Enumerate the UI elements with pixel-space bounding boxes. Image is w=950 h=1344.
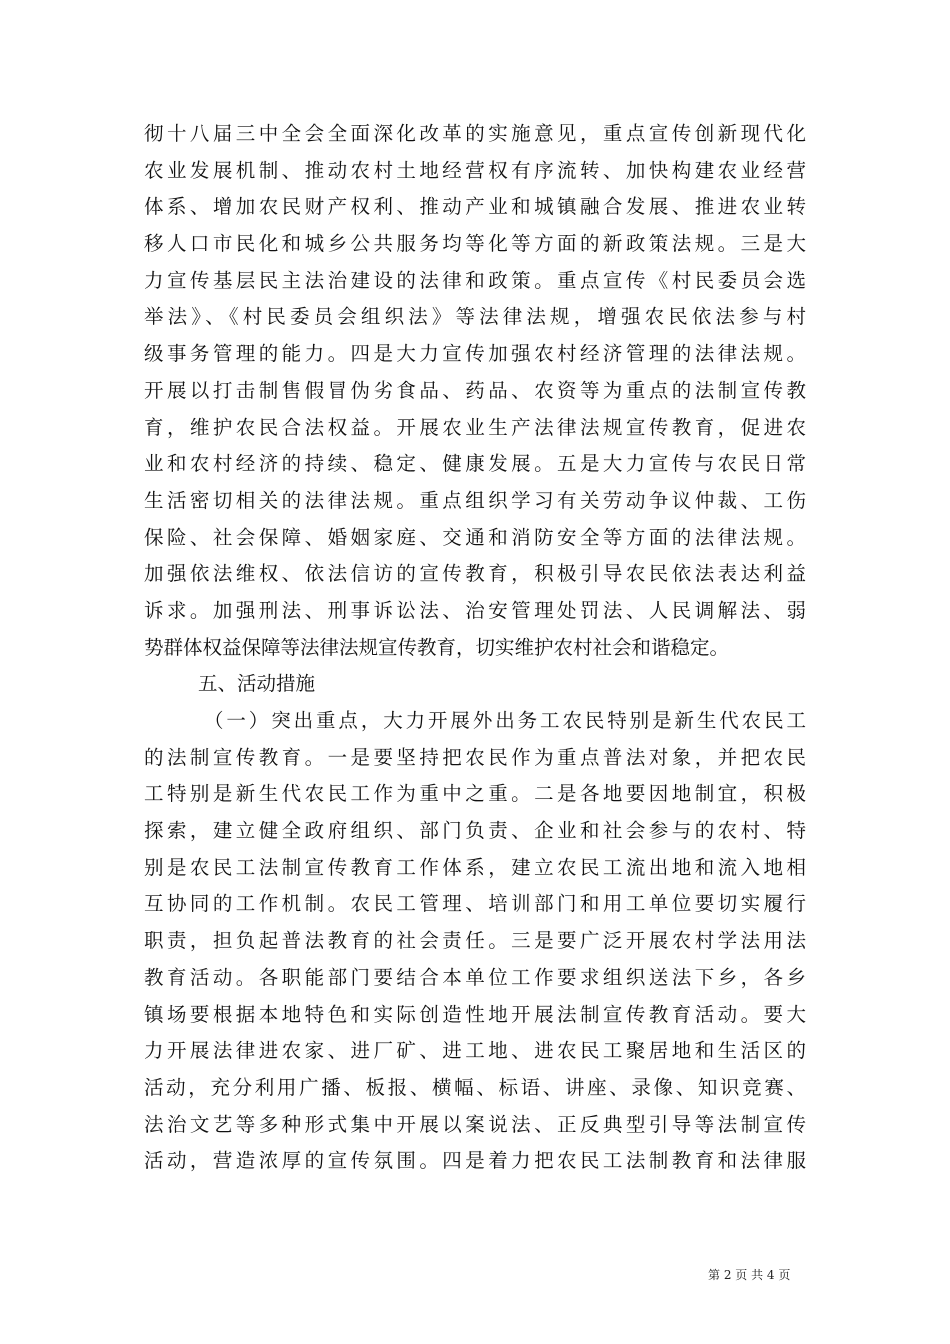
text-line: 诉求。加强刑法、刑事诉讼法、治安管理处罚法、人民调解法、弱 [144, 598, 806, 622]
text-line: 彻十八届三中全会全面深化改革的实施意见，重点宣传创新现代化 [144, 122, 806, 145]
text-line: 力开展法律进农家、进厂矿、进工地、进农民工聚居地和生活区的 [144, 1039, 806, 1063]
text-line: 农业发展机制、推动农村土地经营权有序流转、加快构建农业经营 [144, 158, 806, 182]
text-line: 活动，充分利用广播、板报、横幅、标语、讲座、录像、知识竞赛、 [144, 1075, 806, 1099]
text-line: 法治文艺等多种形式集中开展以案说法、正反典型引导等法制宣传 [144, 1112, 806, 1136]
text-line: 体系、增加农民财产权利、推动产业和城镇融合发展、推进农业转 [144, 195, 806, 219]
text-line: 育，维护农民合法权益。开展农业生产法律法规宣传教育，促进农 [144, 415, 806, 439]
text-line: 探索，建立健全政府组织、部门负责、企业和社会参与的农村、特 [144, 819, 806, 843]
text-line: 互协同的工作机制。农民工管理、培训部门和用工单位要切实履行 [144, 892, 806, 916]
text-line: 级事务管理的能力。四是大力宣传加强农村经济管理的法律法规。 [144, 342, 806, 366]
text-line: 移人口市民化和城乡公共服务均等化等方面的新政策法规。三是大 [144, 232, 806, 256]
text-line: 力宣传基层民主法治建设的法律和政策。重点宣传《村民委员会选 [144, 268, 806, 292]
text-line: 保险、社会保障、婚姻家庭、交通和消防安全等方面的法律法规。 [144, 525, 806, 549]
text-line: 的法制宣传教育。一是要坚持把农民作为重点普法对象，并把农民 [144, 745, 806, 769]
section-heading: 五、活动措施 [198, 672, 316, 696]
text-line: 职责，担负起普法教育的社会责任。三是要广泛开展农村学法用法 [144, 929, 806, 953]
text-line: 势群体权益保障等法律法规宣传教育，切实维护农村社会和谐稳定。 [144, 635, 730, 659]
text-line: 加强依法维权、依法信访的宣传教育，积极引导农民依法表达利益 [144, 562, 806, 586]
text-line: （一）突出重点，大力开展外出务工农民特别是新生代农民工 [204, 709, 806, 732]
text-line: 生活密切相关的法律法规。重点组织学习有关劳动争议仲裁、工伤 [144, 488, 806, 512]
text-line: 教育活动。各职能部门要结合本单位工作要求组织送法下乡，各乡 [144, 965, 806, 989]
page-number-footer: 第 2 页 共 4 页 [708, 1268, 791, 1282]
body-text [144, 116, 806, 1180]
text-line: 业和农村经济的持续、稳定、健康发展。五是大力宣传与农民日常 [144, 452, 806, 476]
text-line: 工特别是新生代农民工作为重中之重。二是各地要因地制宜，积极 [144, 782, 806, 806]
text-line: 镇场要根据本地特色和实际创造性地开展法制宣传教育活动。要大 [144, 1002, 806, 1026]
text-line: 别是农民工法制宣传教育工作体系，建立农民工流出地和流入地相 [144, 855, 806, 879]
text-line: 开展以打击制售假冒伪劣食品、药品、农资等为重点的法制宣传教 [144, 378, 806, 402]
text-line: 举法》、《村民委员会组织法》等法律法规，增强农民依法参与村 [144, 305, 806, 329]
text-line: 活动，营造浓厚的宣传氛围。四是着力把农民工法制教育和法律服 [144, 1149, 806, 1173]
